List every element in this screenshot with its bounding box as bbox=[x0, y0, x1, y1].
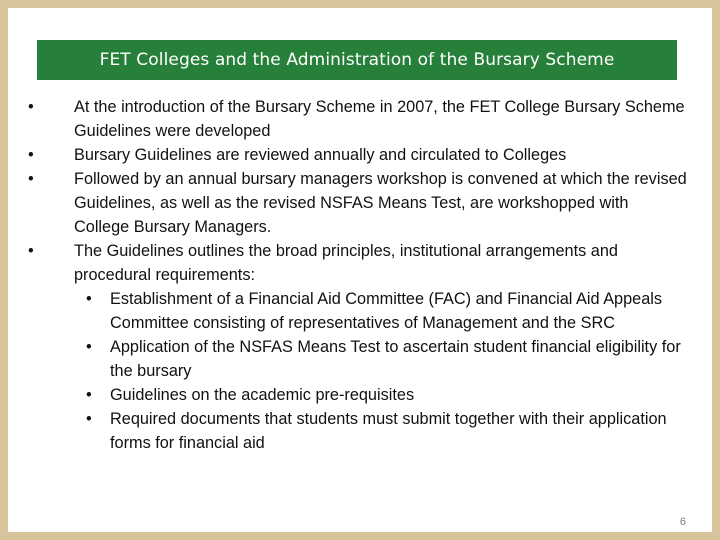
sub-bullet-item bbox=[28, 335, 688, 383]
bullet-marker: • bbox=[28, 98, 34, 116]
sub-bullet-marker: • bbox=[86, 386, 92, 404]
sub-bullet-item bbox=[28, 287, 688, 335]
sub-bullet-text: Guidelines on the academic pre-requisites bbox=[110, 386, 415, 404]
sub-bullet-marker: • bbox=[86, 410, 92, 428]
slide-title: FET Colleges and the Administration of the Bursary Scheme bbox=[99, 50, 615, 70]
bullet-text: The Guidelines outlines the broad principles, institutional arrangements and procedural requirements: bbox=[74, 242, 618, 284]
sub-bullet-item bbox=[28, 407, 688, 455]
bullet-item bbox=[28, 143, 688, 167]
bullet-text: Bursary Guidelines are reviewed annually and circulated to Colleges bbox=[74, 146, 567, 164]
sub-bullet-marker: • bbox=[86, 290, 92, 308]
sub-bullet-text: Application of the NSFAS Means Test to ascertain student financial eligibility for the bursary bbox=[110, 338, 681, 380]
bullet-item bbox=[28, 167, 688, 239]
bullet-marker: • bbox=[28, 146, 34, 164]
bullet-text: Followed by an annual bursary managers workshop is convened at which the revised Guidelines, as well as the revised NSFAS Means Test, are workshopped with College Bursary Managers. bbox=[74, 170, 687, 236]
bullet-item bbox=[28, 239, 688, 287]
page-number: 6 bbox=[679, 516, 686, 528]
sub-bullet-item bbox=[28, 383, 688, 407]
bullet-marker: • bbox=[28, 242, 34, 260]
bullet-marker: • bbox=[28, 170, 34, 188]
slide-content bbox=[28, 95, 688, 455]
title-bar bbox=[37, 40, 677, 80]
bullet-text: At the introduction of the Bursary Scheme in 2007, the FET College Bursary Scheme Guidelines were developed bbox=[74, 98, 685, 140]
sub-bullet-text: Establishment of a Financial Aid Committee (FAC) and Financial Aid Appeals Committee consisting of representatives of Management and the SRC bbox=[110, 290, 663, 332]
bullet-item bbox=[28, 95, 688, 143]
sub-bullet-text: Required documents that students must submit together with their application forms for financial aid bbox=[110, 410, 667, 452]
sub-bullet-marker: • bbox=[86, 338, 92, 356]
